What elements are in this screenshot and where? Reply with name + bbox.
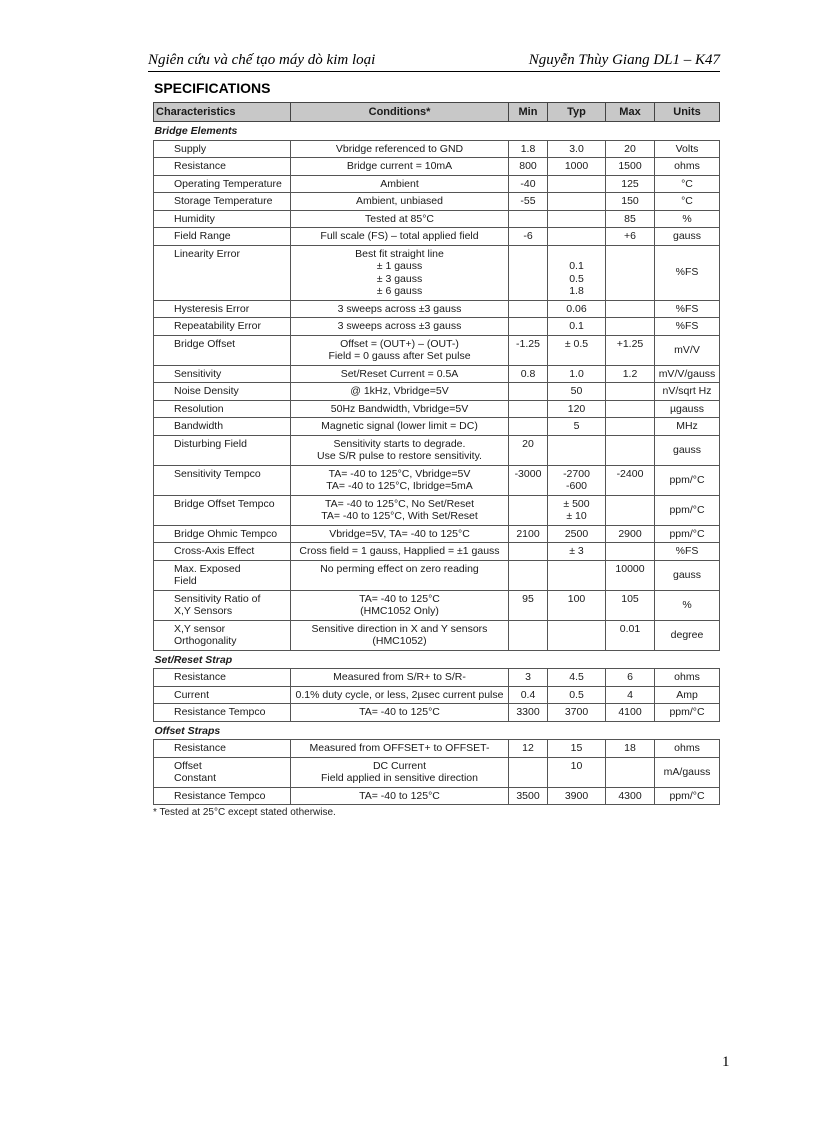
table-row bbox=[154, 740, 720, 758]
table-row bbox=[154, 669, 720, 687]
units-cell: % bbox=[655, 590, 720, 620]
typ-cell bbox=[548, 193, 606, 211]
conditions-cell: Ambient bbox=[291, 175, 509, 193]
typ-cell: 50 bbox=[548, 383, 606, 401]
characteristic-cell: Linearity Error bbox=[154, 245, 291, 300]
units-cell: ohms bbox=[655, 669, 720, 687]
characteristic-cell: Noise Density bbox=[154, 383, 291, 401]
conditions-cell: TA= -40 to 125°C bbox=[291, 704, 509, 722]
column-header-characteristics: Characteristics bbox=[154, 103, 291, 122]
characteristic-cell: Sensitivity bbox=[154, 365, 291, 383]
max-cell bbox=[606, 543, 655, 561]
max-cell bbox=[606, 418, 655, 436]
max-cell bbox=[606, 400, 655, 418]
min-cell: -3000 bbox=[509, 465, 548, 495]
characteristic-cell: Humidity bbox=[154, 210, 291, 228]
units-cell: mA/gauss bbox=[655, 757, 720, 787]
max-cell bbox=[606, 245, 655, 300]
min-cell: 2100 bbox=[509, 525, 548, 543]
units-cell: gauss bbox=[655, 435, 720, 465]
characteristic-cell: Sensitivity Tempco bbox=[154, 465, 291, 495]
specifications-table bbox=[153, 102, 720, 805]
max-cell: 1500 bbox=[606, 158, 655, 176]
units-cell: ohms bbox=[655, 158, 720, 176]
min-cell: -6 bbox=[509, 228, 548, 246]
conditions-cell: 3 sweeps across ±3 gauss bbox=[291, 300, 509, 318]
max-cell: 20 bbox=[606, 140, 655, 158]
units-cell: nV/sqrt Hz bbox=[655, 383, 720, 401]
table-row bbox=[154, 495, 720, 525]
page-header bbox=[148, 52, 720, 72]
typ-cell: 3900 bbox=[548, 787, 606, 805]
typ-cell bbox=[548, 175, 606, 193]
characteristic-cell: Resistance Tempco bbox=[154, 787, 291, 805]
units-cell: mV/V bbox=[655, 335, 720, 365]
units-cell: % bbox=[655, 210, 720, 228]
table-row bbox=[154, 400, 720, 418]
min-cell: 95 bbox=[509, 590, 548, 620]
table-row bbox=[154, 335, 720, 365]
section-title: Offset Straps bbox=[154, 721, 720, 740]
specifications-block bbox=[153, 102, 719, 820]
typ-cell: 1000 bbox=[548, 158, 606, 176]
table-row bbox=[154, 704, 720, 722]
units-cell: mV/V/gauss bbox=[655, 365, 720, 383]
typ-cell: 0.1 bbox=[548, 318, 606, 336]
units-cell: %FS bbox=[655, 245, 720, 300]
characteristic-cell: Resistance bbox=[154, 158, 291, 176]
max-cell: 105 bbox=[606, 590, 655, 620]
conditions-cell: Tested at 85°C bbox=[291, 210, 509, 228]
typ-cell: -2700 -600 bbox=[548, 465, 606, 495]
units-cell: %FS bbox=[655, 318, 720, 336]
characteristic-cell: Cross-Axis Effect bbox=[154, 543, 291, 561]
max-cell: 4100 bbox=[606, 704, 655, 722]
max-cell bbox=[606, 300, 655, 318]
conditions-cell: 50Hz Bandwidth, Vbridge=5V bbox=[291, 400, 509, 418]
min-cell: 0.8 bbox=[509, 365, 548, 383]
conditions-cell: TA= -40 to 125°C, Vbridge=5V TA= -40 to 125°C, Ibridge=5mA bbox=[291, 465, 509, 495]
characteristic-cell: Resistance Tempco bbox=[154, 704, 291, 722]
characteristic-cell: Repeatability Error bbox=[154, 318, 291, 336]
table-row bbox=[154, 193, 720, 211]
characteristic-cell: Resistance bbox=[154, 669, 291, 687]
min-cell bbox=[509, 757, 548, 787]
column-header-conditions: Conditions* bbox=[291, 103, 509, 122]
conditions-cell: TA= -40 to 125°C (HMC1052 Only) bbox=[291, 590, 509, 620]
units-cell: ppm/°C bbox=[655, 465, 720, 495]
min-cell bbox=[509, 418, 548, 436]
characteristic-cell: Bridge Ohmic Tempco bbox=[154, 525, 291, 543]
column-header-units: Units bbox=[655, 103, 720, 122]
table-row bbox=[154, 140, 720, 158]
units-cell: ppm/°C bbox=[655, 495, 720, 525]
section-title: Bridge Elements bbox=[154, 122, 720, 141]
table-row bbox=[154, 365, 720, 383]
table-row bbox=[154, 787, 720, 805]
min-cell bbox=[509, 300, 548, 318]
footnote: * Tested at 25°C except stated otherwise. bbox=[153, 807, 336, 818]
max-cell: +1.25 bbox=[606, 335, 655, 365]
min-cell bbox=[509, 245, 548, 300]
table-row bbox=[154, 245, 720, 300]
max-cell bbox=[606, 757, 655, 787]
conditions-cell: Set/Reset Current = 0.5A bbox=[291, 365, 509, 383]
units-cell: Amp bbox=[655, 686, 720, 704]
max-cell: 4 bbox=[606, 686, 655, 704]
characteristic-cell: Bridge Offset Tempco bbox=[154, 495, 291, 525]
column-header-max: Max bbox=[606, 103, 655, 122]
units-cell: %FS bbox=[655, 300, 720, 318]
max-cell: 150 bbox=[606, 193, 655, 211]
typ-cell: 15 bbox=[548, 740, 606, 758]
typ-cell: 0.1 0.5 1.8 bbox=[548, 245, 606, 300]
min-cell: -1.25 bbox=[509, 335, 548, 365]
units-cell: ppm/°C bbox=[655, 525, 720, 543]
typ-cell bbox=[548, 620, 606, 650]
typ-cell: 120 bbox=[548, 400, 606, 418]
conditions-cell: Vbridge=5V, TA= -40 to 125°C bbox=[291, 525, 509, 543]
max-cell: 85 bbox=[606, 210, 655, 228]
conditions-cell: Cross field = 1 gauss, Happlied = ±1 gauss bbox=[291, 543, 509, 561]
characteristic-cell: Offset Constant bbox=[154, 757, 291, 787]
characteristic-cell: Storage Temperature bbox=[154, 193, 291, 211]
conditions-cell: @ 1kHz, Vbridge=5V bbox=[291, 383, 509, 401]
characteristic-cell: Field Range bbox=[154, 228, 291, 246]
min-cell bbox=[509, 383, 548, 401]
typ-cell: 3.0 bbox=[548, 140, 606, 158]
typ-cell: 1.0 bbox=[548, 365, 606, 383]
units-cell: MHz bbox=[655, 418, 720, 436]
conditions-cell: 3 sweeps across ±3 gauss bbox=[291, 318, 509, 336]
characteristic-cell: Current bbox=[154, 686, 291, 704]
section-row bbox=[154, 122, 720, 141]
max-cell: 1.2 bbox=[606, 365, 655, 383]
min-cell: 800 bbox=[509, 158, 548, 176]
max-cell: 4300 bbox=[606, 787, 655, 805]
max-cell bbox=[606, 318, 655, 336]
typ-cell: 0.5 bbox=[548, 686, 606, 704]
specifications-heading: SPECIFICATIONS bbox=[154, 80, 271, 96]
conditions-cell: Bridge current = 10mA bbox=[291, 158, 509, 176]
table-row bbox=[154, 757, 720, 787]
min-cell: 3300 bbox=[509, 704, 548, 722]
units-cell: gauss bbox=[655, 228, 720, 246]
table-header-row bbox=[154, 103, 720, 122]
min-cell bbox=[509, 400, 548, 418]
min-cell: 12 bbox=[509, 740, 548, 758]
units-cell: gauss bbox=[655, 560, 720, 590]
table-row bbox=[154, 435, 720, 465]
typ-cell bbox=[548, 210, 606, 228]
units-cell: ohms bbox=[655, 740, 720, 758]
min-cell: 1.8 bbox=[509, 140, 548, 158]
max-cell: -2400 bbox=[606, 465, 655, 495]
typ-cell: 10 bbox=[548, 757, 606, 787]
conditions-cell: TA= -40 to 125°C, No Set/Reset TA= -40 to 125°C, With Set/Reset bbox=[291, 495, 509, 525]
max-cell: 125 bbox=[606, 175, 655, 193]
table-row bbox=[154, 686, 720, 704]
conditions-cell: Ambient, unbiased bbox=[291, 193, 509, 211]
page-number: 1 bbox=[722, 1054, 730, 1070]
header-title: Ngiên cứu và chế tạo máy dò kim loại bbox=[148, 52, 376, 68]
conditions-cell: Sensitivity starts to degrade. Use S/R pulse to restore sensitivity. bbox=[291, 435, 509, 465]
section-row bbox=[154, 721, 720, 740]
typ-cell: 3700 bbox=[548, 704, 606, 722]
min-cell bbox=[509, 620, 548, 650]
conditions-cell: Offset = (OUT+) – (OUT-) Field = 0 gauss after Set pulse bbox=[291, 335, 509, 365]
units-cell: °C bbox=[655, 193, 720, 211]
table-row bbox=[154, 465, 720, 495]
max-cell: 6 bbox=[606, 669, 655, 687]
characteristic-cell: X,Y sensor Orthogonality bbox=[154, 620, 291, 650]
units-cell: ppm/°C bbox=[655, 704, 720, 722]
max-cell bbox=[606, 435, 655, 465]
conditions-cell: No perming effect on zero reading bbox=[291, 560, 509, 590]
characteristic-cell: Bandwidth bbox=[154, 418, 291, 436]
table-row bbox=[154, 210, 720, 228]
column-header-typ: Typ bbox=[548, 103, 606, 122]
table-row bbox=[154, 300, 720, 318]
max-cell: +6 bbox=[606, 228, 655, 246]
max-cell bbox=[606, 383, 655, 401]
typ-cell: 2500 bbox=[548, 525, 606, 543]
min-cell: -55 bbox=[509, 193, 548, 211]
min-cell: 0.4 bbox=[509, 686, 548, 704]
units-cell: %FS bbox=[655, 543, 720, 561]
conditions-cell: DC Current Field applied in sensitive direction bbox=[291, 757, 509, 787]
characteristic-cell: Operating Temperature bbox=[154, 175, 291, 193]
table-row bbox=[154, 318, 720, 336]
typ-cell: 5 bbox=[548, 418, 606, 436]
conditions-cell: Vbridge referenced to GND bbox=[291, 140, 509, 158]
table-row bbox=[154, 543, 720, 561]
table-row bbox=[154, 590, 720, 620]
conditions-cell: Measured from S/R+ to S/R- bbox=[291, 669, 509, 687]
section-row bbox=[154, 650, 720, 669]
units-cell: Volts bbox=[655, 140, 720, 158]
typ-cell: ± 500 ± 10 bbox=[548, 495, 606, 525]
section-title: Set/Reset Strap bbox=[154, 650, 720, 669]
table-row bbox=[154, 383, 720, 401]
column-header-min: Min bbox=[509, 103, 548, 122]
characteristic-cell: Max. Exposed Field bbox=[154, 560, 291, 590]
characteristic-cell: Bridge Offset bbox=[154, 335, 291, 365]
min-cell bbox=[509, 210, 548, 228]
min-cell: 3 bbox=[509, 669, 548, 687]
conditions-cell: Best fit straight line ± 1 gauss ± 3 gauss ± 6 gauss bbox=[291, 245, 509, 300]
min-cell: 3500 bbox=[509, 787, 548, 805]
min-cell: -40 bbox=[509, 175, 548, 193]
typ-cell: 4.5 bbox=[548, 669, 606, 687]
typ-cell bbox=[548, 560, 606, 590]
characteristic-cell: Disturbing Field bbox=[154, 435, 291, 465]
characteristic-cell: Hysteresis Error bbox=[154, 300, 291, 318]
max-cell: 18 bbox=[606, 740, 655, 758]
table-row bbox=[154, 525, 720, 543]
typ-cell: ± 3 bbox=[548, 543, 606, 561]
header-author: Nguyễn Thùy Giang DL1 – K47 bbox=[528, 52, 720, 68]
characteristic-cell: Supply bbox=[154, 140, 291, 158]
typ-cell: 0.06 bbox=[548, 300, 606, 318]
conditions-cell: Sensitive direction in X and Y sensors (HMC1052) bbox=[291, 620, 509, 650]
min-cell bbox=[509, 318, 548, 336]
table-row bbox=[154, 418, 720, 436]
table-row bbox=[154, 175, 720, 193]
conditions-cell: Full scale (FS) – total applied field bbox=[291, 228, 509, 246]
table-row bbox=[154, 560, 720, 590]
typ-cell bbox=[548, 435, 606, 465]
table-body bbox=[154, 122, 720, 805]
min-cell: 20 bbox=[509, 435, 548, 465]
characteristic-cell: Resistance bbox=[154, 740, 291, 758]
header-rule bbox=[148, 71, 720, 72]
conditions-cell: Magnetic signal (lower limit = DC) bbox=[291, 418, 509, 436]
units-cell: ppm/°C bbox=[655, 787, 720, 805]
conditions-cell: 0.1% duty cycle, or less, 2µsec current pulse bbox=[291, 686, 509, 704]
units-cell: degree bbox=[655, 620, 720, 650]
min-cell bbox=[509, 543, 548, 561]
typ-cell bbox=[548, 228, 606, 246]
conditions-cell: TA= -40 to 125°C bbox=[291, 787, 509, 805]
max-cell bbox=[606, 495, 655, 525]
table-row bbox=[154, 158, 720, 176]
characteristic-cell: Sensitivity Ratio of X,Y Sensors bbox=[154, 590, 291, 620]
conditions-cell: Measured from OFFSET+ to OFFSET- bbox=[291, 740, 509, 758]
max-cell: 2900 bbox=[606, 525, 655, 543]
max-cell: 0.01 bbox=[606, 620, 655, 650]
max-cell: 10000 bbox=[606, 560, 655, 590]
typ-cell: 100 bbox=[548, 590, 606, 620]
min-cell bbox=[509, 560, 548, 590]
min-cell bbox=[509, 495, 548, 525]
characteristic-cell: Resolution bbox=[154, 400, 291, 418]
table-row bbox=[154, 228, 720, 246]
typ-cell: ± 0.5 bbox=[548, 335, 606, 365]
units-cell: °C bbox=[655, 175, 720, 193]
table-row bbox=[154, 620, 720, 650]
units-cell: µgauss bbox=[655, 400, 720, 418]
